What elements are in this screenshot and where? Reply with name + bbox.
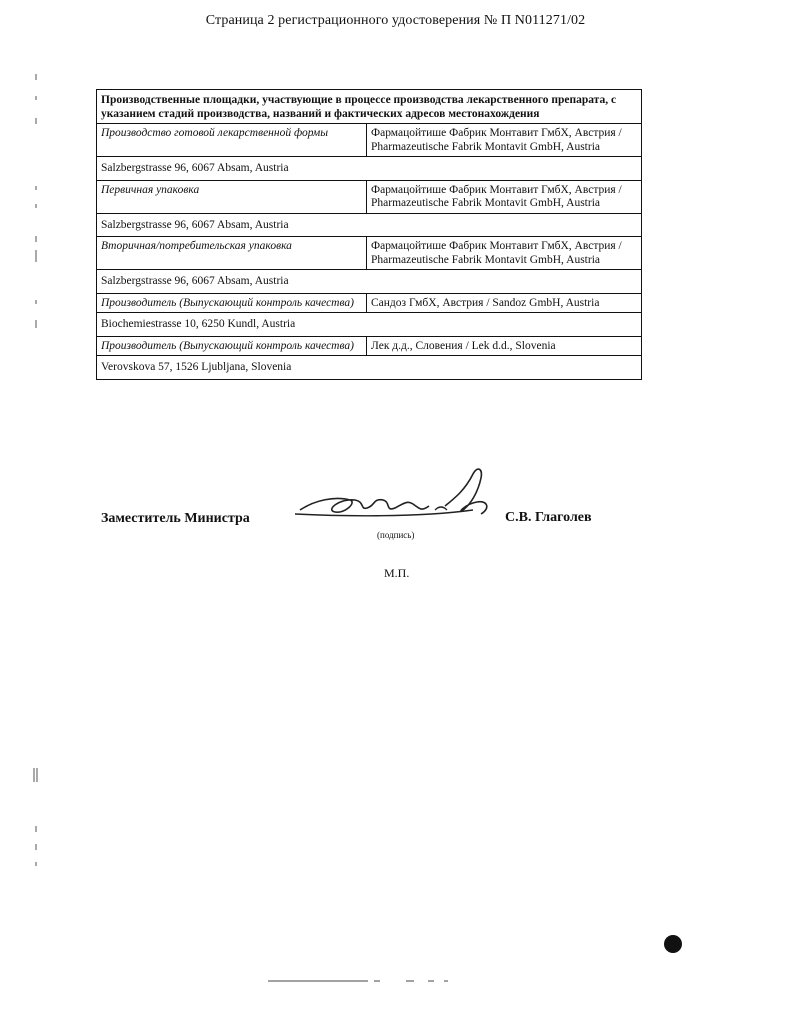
address-cell: Salzbergstrasse 96, 6067 Absam, Austria (97, 157, 642, 181)
table-row (97, 336, 642, 356)
table-row (97, 180, 642, 213)
signature-caption: (подпись) (377, 530, 415, 540)
address-row (97, 270, 642, 294)
scan-bottom-marks (268, 978, 508, 984)
stage-cell: Вторичная/потребительская упаковка (97, 237, 367, 270)
signature-block (0, 460, 791, 560)
signatory-name: С.В. Глаголев (505, 510, 592, 525)
address-cell: Salzbergstrasse 96, 6067 Absam, Austria (97, 213, 642, 237)
production-sites-table (96, 89, 642, 380)
stamp-label: М.П. (384, 566, 410, 580)
table-row (97, 237, 642, 270)
table-row (97, 293, 642, 313)
stage-cell: Производитель (Выпускающий контроль качества) (97, 293, 367, 313)
address-cell: Salzbergstrasse 96, 6067 Absam, Austria (97, 270, 642, 294)
hole-punch-dot (664, 935, 682, 953)
company-cell: Сандоз ГмбХ, Австрия / Sandoz GmbH, Austria (367, 293, 642, 313)
address-row (97, 313, 642, 337)
stage-cell: Первичная упаковка (97, 180, 367, 213)
table-row (97, 124, 642, 157)
address-row (97, 157, 642, 181)
table-title: Производственные площадки, участвующие в процессе производства лекарственного препарата, с указанием стадий производства, названий и фактических адресов местонахождения (97, 90, 642, 124)
stage-cell: Производство готовой лекарственной формы (97, 124, 367, 157)
address-cell: Verovskova 57, 1526 Ljubljana, Slovenia (97, 356, 642, 380)
stage-cell: Производитель (Выпускающий контроль качества) (97, 336, 367, 356)
scan-margin-marks (0, 0, 60, 1024)
address-row (97, 356, 642, 380)
address-row (97, 213, 642, 237)
address-cell: Biochemiestrasse 10, 6250 Kundl, Austria (97, 313, 642, 337)
handwritten-signature (295, 460, 505, 530)
company-cell: Фармацойтише Фабрик Монтавит ГмбХ, Австрия / Pharmazeutische Fabrik Montavit GmbH, Austria (367, 180, 642, 213)
company-cell: Лек д.д., Словения / Lek d.d., Slovenia (367, 336, 642, 356)
signatory-title: Заместитель Министра (101, 511, 250, 526)
table-title-row (97, 90, 642, 124)
company-cell: Фармацойтише Фабрик Монтавит ГмбХ, Австрия / Pharmazeutische Fabrik Montavit GmbH, Austria (367, 237, 642, 270)
page-title: Страница 2 регистрационного удостоверения № П N011271/02 (205, 13, 586, 28)
company-cell: Фармацойтише Фабрик Монтавит ГмбХ, Австрия / Pharmazeutische Fabrik Montavit GmbH, Austria (367, 124, 642, 157)
